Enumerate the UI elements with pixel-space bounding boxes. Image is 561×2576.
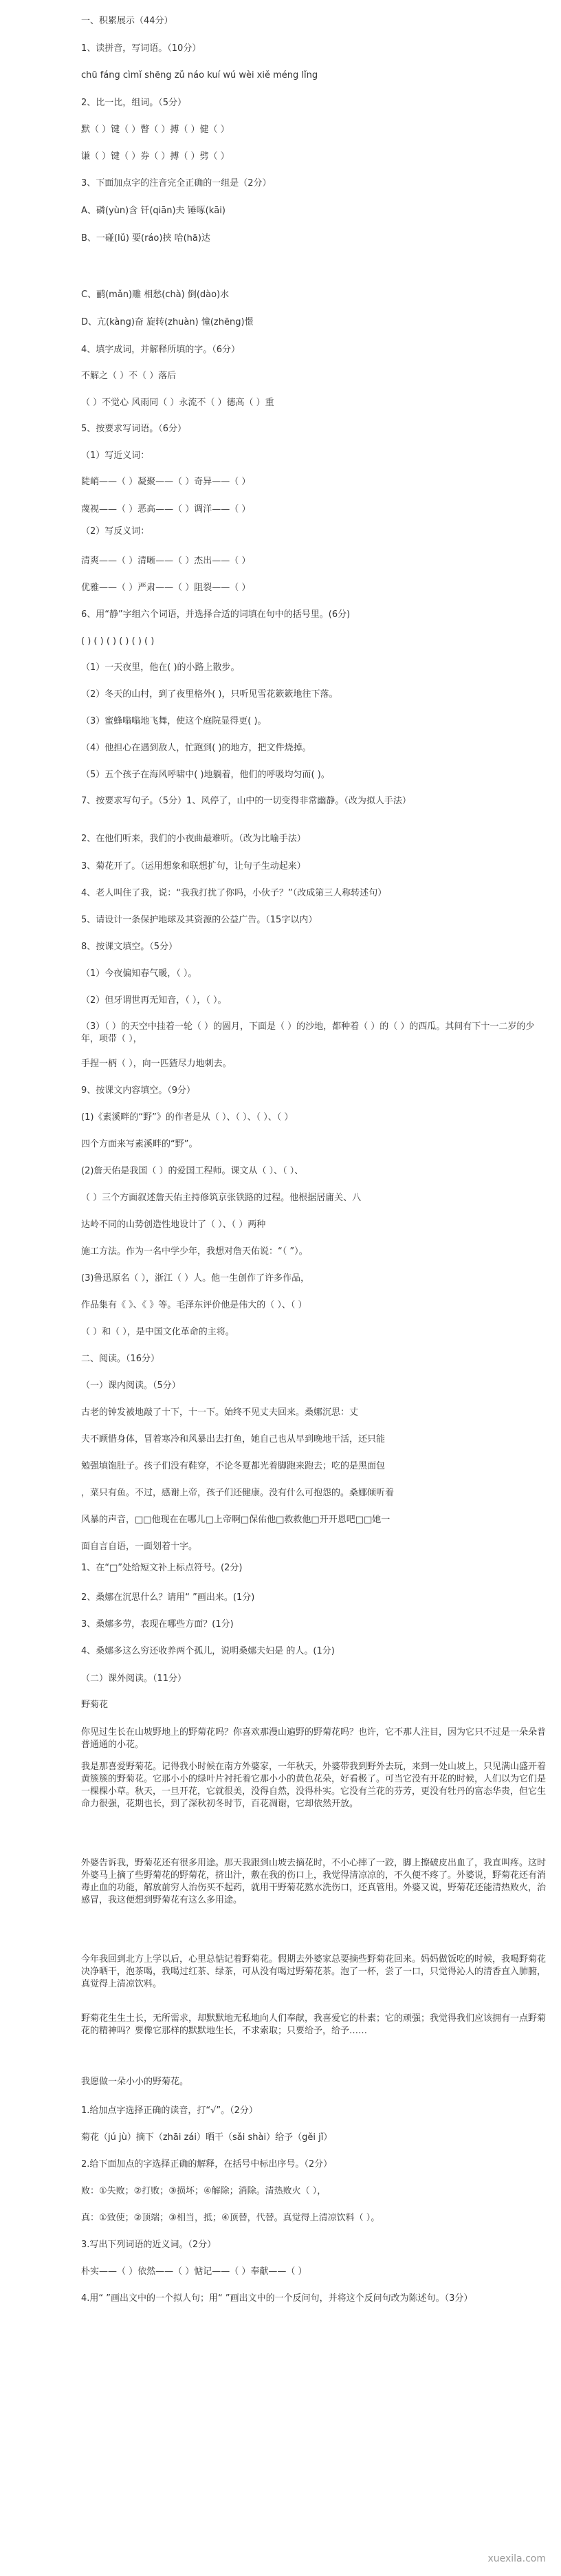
answer-line: 真：①致使；②顶端；③相当，抵；④顶替，代替。真觉得上清凉饮料（ ）。 <box>81 2213 380 2223</box>
sub-question-line: 4、桑娜多这么穷还收养两个孤儿，说明桑娜夫妇是 的人。(1分) <box>81 1646 335 1656</box>
section-heading: 二、阅读。（16分） <box>81 1354 160 1364</box>
answer-line: 谦（ ）键（ ）券（ ）搏（ ）劈（ ） <box>81 151 230 162</box>
sub-question-line: （ ）和（ ），是中国文化革命的主将。 <box>81 1327 234 1337</box>
sub-question-line: 2、桑娜在沉思什么？请用“ ”画出来。(1分) <box>81 1592 255 1603</box>
answer-line: （ ）不觉心 风雨同（ ）永流不（ ）德高（ ）重 <box>81 398 274 408</box>
sub-question-line: （1）今夜偏知春气暖，（ ）。 <box>81 968 197 979</box>
question-line: 1、读拼音，写词语。（10分） <box>81 43 201 54</box>
passage-title: 野菊花 <box>81 1700 109 1710</box>
sub-question-line: 1、在“□”处给短文补上标点符号。(2分) <box>81 1563 243 1573</box>
sub-question-line: (1)《素溪畔的“野”》的作者是从（ ）、（ ）、（ ）、（ ） <box>81 1112 294 1123</box>
passage-paragraph: 我是那喜爱野菊花。记得我小时候在南方外婆家，一年秋天，外婆带我到野外去玩，来到一处山坡上，只见满山盛开着黄簇簇的野菊花。它那小小的绿叶片衬托着它那小小的黄色花朵，好看极了。可当它没有开花的时候，人们以为它们是一棵棵小草。秋天，一旦开花，它就很美，没得自然，没得朴实。它没有兰花的芬芳，更没有牡丹的富态华贵，但它生命力很强，花期也长，到了深秋初冬时节，百花凋谢，它却依然开放。 <box>81 1762 547 1809</box>
sub-section-heading: （一）课内阅读。（5分） <box>81 1381 181 1391</box>
option-line: C、鹂(mǎn)雕 相愁(chà) 倒(dào)水 <box>81 290 230 300</box>
question-line: 5、按要求写词语。（6分） <box>81 424 187 434</box>
passage-line: 勉强填饱肚子。孩子们没有鞋穿，不论冬夏都光着脚跑来跑去；吃的是黑面包 <box>81 1461 386 1471</box>
question-line: 1.给加点字选择正确的读音，打“√”。（2分） <box>81 2106 258 2116</box>
question-line: 3.写出下列词语的近义词。（2分） <box>81 2240 217 2250</box>
sub-question-line: 4、老人叫住了我，说：“我我打扰了你吗，小伙子？”（改成第三人称转述句） <box>81 888 387 898</box>
question-line: 2、比一比，组词。（5分） <box>81 98 187 108</box>
sub-question-line: （1）写近义词： <box>81 451 150 461</box>
question-line: 4、填字成词，并解释所填的字。（6分） <box>81 345 241 355</box>
answer-line: 不解之（ ）不（ ）落后 <box>81 371 177 381</box>
sub-question-line: 3、菊花开了。（运用想象和联想扩句，让句子生动起来） <box>81 861 306 872</box>
answer-line: 败：①失败；②打败；③损坏；④解除；消除。清热败火（ ）， <box>81 2186 327 2196</box>
passage-line: 古老的钟发被地敲了十下，十一下。始终不见丈夫回来。桑娜沉思：丈 <box>81 1407 359 1418</box>
answer-line: 手捏一柄（ ），向一匹猹尽力地刺去。 <box>81 1059 232 1069</box>
sub-section-heading: （二）课外阅读。（11分） <box>81 1674 187 1684</box>
answer-line: 蔑视——（ ）恶高——（ ）调洋——（ ） <box>81 504 251 515</box>
option-line: B、一碰(lǔ) 要(ráo)挟 哈(hā)达 <box>81 233 210 243</box>
question-line: 6、用“静”字组六个词语，并选择合适的词填在句中的括号里。(6分) <box>81 609 351 620</box>
sub-question-line: （4）他担心在遇到敌人，忙跑到( )的地方，把文件烧掉。 <box>81 743 311 753</box>
question-line: 8、按课文填空。（5分） <box>81 942 178 952</box>
passage-line: 风暴的声音，□□他现在在哪儿□上帝啊□保佑他□救救他□开开恩吧□□她一 <box>81 1515 390 1525</box>
sub-question-line: 施工方法。作为一名中学少年，我想对詹天佑说：“（ ”）。 <box>81 1246 308 1257</box>
passage-line: 面自言自语，一面划着十字。 <box>81 1541 198 1552</box>
sub-question-line: 四个方面来写素溪畔的“野”。 <box>81 1139 198 1149</box>
answer-line: 清爽——（ ）清晰——（ ）杰出——（ ） <box>81 556 251 566</box>
question-line: 9、按课文内容填空。（9分） <box>81 1085 196 1096</box>
answer-line: 优雅——（ ）严肃——（ ）阻裂——（ ） <box>81 583 251 593</box>
passage-line: ，菜只有鱼。不过，感谢上帝，孩子们还健康。没有什么可抱怨的。桑娜倾听着 <box>81 1488 395 1498</box>
section-heading: 一、积累展示（44分） <box>81 16 173 26</box>
sub-question-line: （ ）三个方面叙述詹天佑主持修筑京张铁路的过程。他根据居庸关、八 <box>81 1193 362 1203</box>
sub-question-line: （2）写反义词： <box>81 526 150 537</box>
option-line: D、亢(kàng)奋 旋转(zhuàn) 憧(zhēng)憬 <box>81 317 254 327</box>
passage-paragraph: 外婆告诉我，野菊花还有很多用途。那天我跟到山坡去摘花时，不小心摔了一跤，脚上擦破皮出血了，我直叫疼。这时外婆马上摘了些野菊花的野菊花，挤出汁，敷在我的伤口上，我觉得清凉凉的，不久便不疼了。外婆说，野菊花还有消毒止血的功能，解放前穷人治伤买不起药，就用干野菊花熬水洗伤口，还真管用。外婆又说，野菊花还能清热败火，治感冒，我这便想到野菊花有这么多用途。 <box>81 1858 547 1905</box>
sub-question-line: （5）五个孩子在海风呼啸中( )地躺着，他们的呼吸均匀而( )。 <box>81 770 330 780</box>
sub-question-line: (3)鲁迅原名（ ），浙江（ ）人。他一生创作了许多作品， <box>81 1273 310 1284</box>
sub-question-line: （3）（ ）的天空中挂着一轮（ ）的圆月，下面是（ ）的沙地，都种着（ ）的（ ）的西瓜。其间有下十一二岁的少年，项带（ ）， <box>81 1021 535 1044</box>
answer-line: 默（ ）键（ ）瞥（ ）搏（ ）健（ ） <box>81 125 230 135</box>
question-line: 4.用“ ”画出文中的一个拟人句；用“ ”画出文中的一个反问句，并将这个反问句改为陈述句。（3分） <box>81 2293 473 2304</box>
answer-line: ( ) ( ) ( ) ( ) ( ) ( ) <box>81 636 155 647</box>
passage-line: 夫不顾惜身体，冒着寒冷和风暴出去打鱼，她自己也从早到晚地干活，还只能 <box>81 1434 386 1444</box>
sub-question-line: （2）但牙谓世再无知音，（ ），（ ）。 <box>81 995 227 1006</box>
passage-paragraph: 你见过生长在山坡野地上的野菊花吗？你喜欢那漫山遍野的野菊花吗？也许，它不那人注目，因为它只不过是一朵朵普普通通的小花。 <box>81 1727 547 1750</box>
passage-paragraph: 野菊花生生土长，无所需求，却默默地无私地向人们奉献，我喜爱它的朴素；它的顽强；我觉得我们应该拥有一点野菊花的精神吗？要像它那样的默默地生长，不求索取；只要给予，给予…… <box>81 2013 547 2036</box>
passage-paragraph: 今年我回到北方上学以后，心里总惦记着野菊花。假期去外婆家总要摘些野菊花回来。妈妈做饭吃的时候，我喝野菊花决净晒干，泡茶喝，我喝过红茶、绿茶，可从没有喝过野菊花茶。泡了一杯，尝了一口，只觉得沁人的清香直入肺腑，真觉得上清凉饮料。 <box>81 1954 547 1989</box>
watermark: xuexila.com <box>487 2553 546 2564</box>
sub-question-line: (2)詹天佑是我国（ ）的爱国工程师。课文从（ ）、（ ）、 <box>81 1166 304 1176</box>
sub-question-line: 2、在他们听来，我们的小夜曲最难听。（改为比喻手法） <box>81 834 306 844</box>
option-line: A、磷(yùn)含 钎(qiān)夫 锤啄(kāi) <box>81 206 226 216</box>
question-line: 2.给下面加点的字选择正确的解释，在括号中标出序号。（2分） <box>81 2159 333 2169</box>
answer-line: 朴实——（ ）依然——（ ）惦记——（ ）奉献——（ ） <box>81 2266 307 2277</box>
pinyin-line: chū fáng cìmǐ shēng zǔ náo kuí wú wèi xiě méng lǐng <box>81 70 318 80</box>
sub-question-line: 作品集有《 》、《 》等。毛泽东评价他是伟大的（ ）、（ ） <box>81 1300 307 1310</box>
sub-question-line: 5、请设计一条保护地球及其资源的公益广告。（15字以内） <box>81 915 318 925</box>
answer-line: 陡峭——（ ）凝聚——（ ）奇异——（ ） <box>81 477 251 487</box>
sub-question-line: （3）蜜蜂嗡嗡地飞舞，使这个庭院显得更( )。 <box>81 716 267 726</box>
passage-line: 我愿做一朵小小的野菊花。 <box>81 2077 189 2087</box>
sub-question-line: （1）一天夜里，他在( )的小路上散步。 <box>81 662 240 673</box>
sub-question-line: （2）冬天的山村，到了夜里格外( )，只听见雪花簌簌地往下落。 <box>81 689 338 700</box>
question-line: 7、按要求写句子。（5分）1、风停了，山中的一切变得非常幽静。（改为拟人手法） <box>81 796 411 806</box>
question-line: 3、下面加点字的注音完全正确的一组是（2分） <box>81 178 272 188</box>
sub-question-line: 达岭不同的山势创造性地设计了（ ）、（ ）两种 <box>81 1220 266 1230</box>
sub-question-line: 3、桑娜多劳，表现在哪些方面？(1分) <box>81 1619 234 1630</box>
answer-line: 菊花（jú jù）摘下（zhāi zái）晒干（sǎi shài）给予（gěi jǐ） <box>81 2132 333 2143</box>
